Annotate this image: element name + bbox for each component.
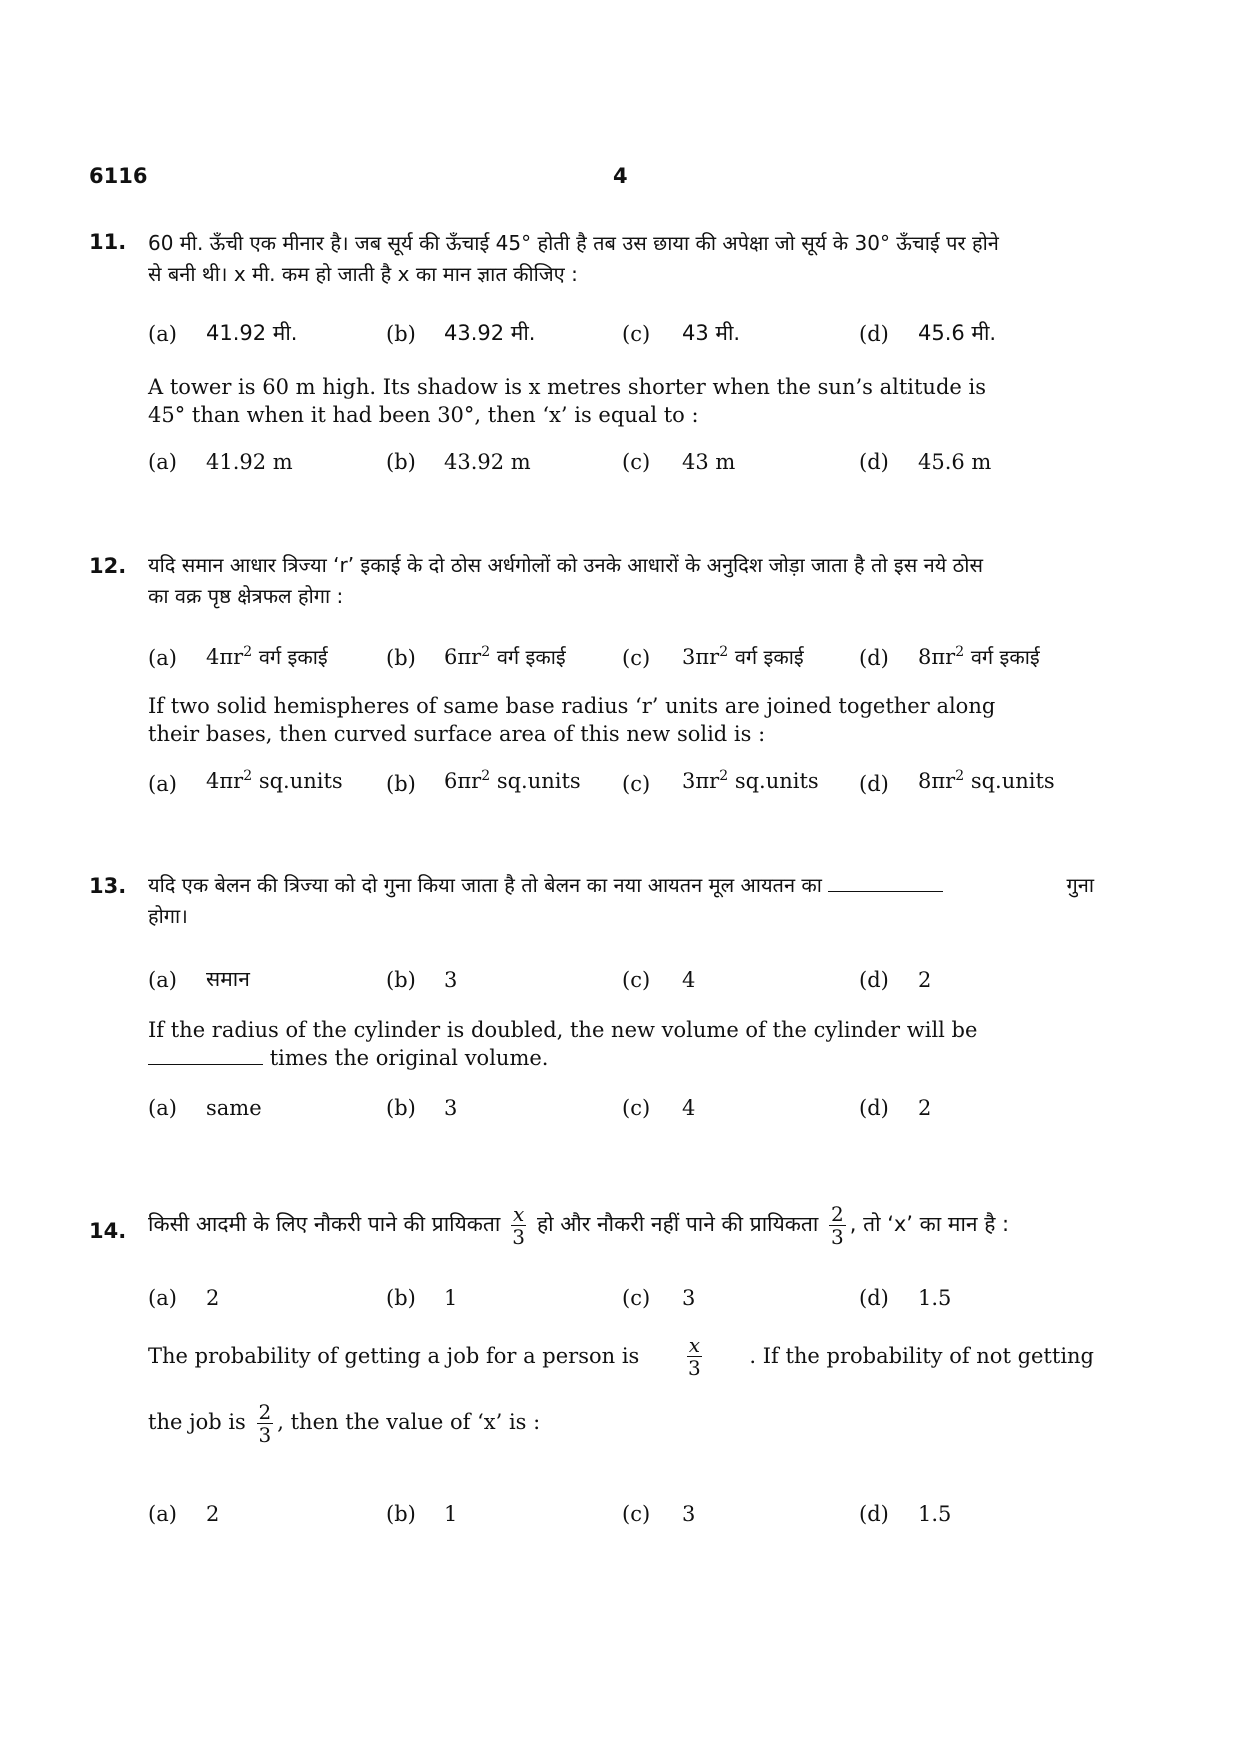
option-value: 43.92 m: [444, 450, 531, 474]
option-value: $8\pi r^2$ वर्ग इकाई: [918, 644, 1040, 669]
question-text-hindi: किसी आदमी के लिए नौकरी पाने की प्रायिकता $\frac{x}{3}$ हो और नौकरी नहीं पाने की प्रायिकता $\frac{2}{3}$ , तो ‘x’ का मान है :: [148, 1201, 1010, 1249]
option-value: $4\pi r^2$ वर्ग इकाई: [206, 644, 328, 669]
question-text-english: [148, 373, 1094, 429]
option-label: (d): [859, 646, 889, 670]
option-label: (a): [148, 1096, 177, 1120]
option-value: 2: [206, 1502, 220, 1526]
option-value: 41.92 m: [206, 450, 293, 474]
question-text-hindi: [148, 870, 1094, 932]
fraction-x-over-3: $\frac{x}{3}$: [512, 1201, 526, 1249]
option-value: $6\pi r^2$ sq.units: [444, 768, 581, 793]
option-label: (d): [859, 968, 889, 992]
option-value: 2: [918, 968, 932, 992]
option-value: 3: [682, 1502, 696, 1526]
option-label: (b): [386, 322, 416, 346]
option-label: (b): [386, 968, 416, 992]
option-label: (b): [386, 772, 416, 796]
text-line: होगा।: [148, 904, 188, 928]
option-value: 3: [444, 1096, 458, 1120]
text-line: A tower is 60 m high. Its shadow is x metres shorter when the sun’s altitude is: [148, 375, 986, 399]
option-value: 1: [444, 1502, 458, 1526]
text-line: से बनी थी। x मी. कम हो जाती है x का मान ज्ञात कीजिए :: [148, 262, 578, 286]
option-label: (a): [148, 1286, 177, 1310]
text-line: यदि समान आधार त्रिज्या ‘r’ इकाई के दो ठोस अर्धगोलों को उनके आधारों के अनुदिश जोड़ा जाता है तो इस नये ठोस: [148, 553, 984, 577]
question-number: 14.: [89, 1219, 127, 1243]
paper-code: 6116: [89, 164, 148, 188]
option-value: $6\pi r^2$ वर्ग इकाई: [444, 644, 566, 669]
option-label: (c): [622, 646, 651, 670]
option-value: $3\pi r^2$ वर्ग इकाई: [682, 644, 804, 669]
option-label: (a): [148, 772, 177, 796]
question-text-hindi: [148, 550, 1094, 612]
question-number: 12.: [89, 554, 127, 578]
text-line: 45° than when it had been 30°, then ‘x’ is equal to :: [148, 403, 699, 427]
option-label: (b): [386, 450, 416, 474]
option-value: 4: [682, 968, 696, 992]
option-label: (a): [148, 1502, 177, 1526]
option-label: (d): [859, 1286, 889, 1310]
option-value: same: [206, 1096, 262, 1120]
option-value: 41.92 मी.: [206, 321, 298, 345]
question-text-hindi: [148, 228, 1094, 290]
option-value: 45.6 मी.: [918, 321, 997, 345]
text-line: their bases, then curved surface area of this new solid is :: [148, 722, 766, 746]
option-value: 43.92 मी.: [444, 321, 536, 345]
fraction-x-over-3: $\frac{x}{3}$: [687, 1332, 701, 1380]
option-label: (a): [148, 646, 177, 670]
option-value: $8\pi r^2$ sq.units: [918, 768, 1055, 793]
answer-blank: [828, 873, 943, 892]
option-label: (c): [622, 322, 651, 346]
option-label: (b): [386, 1502, 416, 1526]
question-number: 13.: [89, 874, 127, 898]
question-text-english: [148, 1016, 1094, 1072]
question-text-english: [148, 692, 1094, 748]
option-label: (d): [859, 1096, 889, 1120]
option-label: (a): [148, 450, 177, 474]
fraction-2-over-3: $\frac{2}{3}$: [258, 1400, 272, 1447]
option-label: (c): [622, 450, 651, 474]
question-number: 11.: [89, 230, 127, 254]
text-line: The probability of getting a job for a person is $\frac{x}{3}$ . If the probability of not getting: [148, 1332, 1094, 1380]
question-text-english: [148, 1328, 1094, 1450]
text-line: If the radius of the cylinder is doubled, the new volume of the cylinder will be: [148, 1018, 978, 1042]
option-label: (c): [622, 1286, 651, 1310]
option-value: $4\pi r^2$ sq.units: [206, 768, 343, 793]
option-label: (c): [622, 968, 651, 992]
option-value: 2: [206, 1286, 220, 1310]
option-value: 45.6 m: [918, 450, 992, 474]
option-label: (c): [622, 1502, 651, 1526]
option-value: 1.5: [918, 1502, 952, 1526]
option-value: 43 मी.: [682, 321, 741, 345]
option-label: (b): [386, 1286, 416, 1310]
option-label: (c): [622, 1096, 651, 1120]
text-line: If two solid hemispheres of same base radius ‘r’ units are joined together along: [148, 694, 996, 718]
text-line: 60 मी. ऊँची एक मीनार है। जब सूर्य की ऊँचाई 45° होती है तब उस छाया की अपेक्षा जो सूर्य के 30° ऊँचाई पर होने: [148, 231, 999, 255]
option-value: 4: [682, 1096, 696, 1120]
text-line: the job is $\frac{2}{3}$ , then the value of ‘x’ is :: [148, 1400, 541, 1447]
page-number: 4: [613, 164, 628, 188]
option-value: 3: [682, 1286, 696, 1310]
option-label: (a): [148, 968, 177, 992]
option-label: (d): [859, 1502, 889, 1526]
option-value: $3\pi r^2$ sq.units: [682, 768, 819, 793]
text-line: का वक्र पृष्ठ क्षेत्रफल होगा :: [148, 584, 344, 608]
fraction-2-over-3: $\frac{2}{3}$: [831, 1201, 844, 1249]
option-label: (b): [386, 1096, 416, 1120]
option-label: (b): [386, 646, 416, 670]
option-value: समान: [206, 967, 250, 991]
answer-blank: [148, 1046, 263, 1065]
option-value: 3: [444, 968, 458, 992]
option-label: (a): [148, 322, 177, 346]
option-value: 43 m: [682, 450, 736, 474]
text-line: यदि एक बेलन की त्रिज्या को दो गुना किया जाता है तो बेलन का नया आयतन मूल आयतन का गुना: [148, 873, 1094, 897]
option-label: (c): [622, 772, 651, 796]
option-label: (d): [859, 322, 889, 346]
option-value: 1: [444, 1286, 458, 1310]
text-line: times the original volume.: [148, 1044, 1094, 1072]
option-label: (d): [859, 450, 889, 474]
option-label: (d): [859, 772, 889, 796]
option-value: 1.5: [918, 1286, 952, 1310]
option-value: 2: [918, 1096, 932, 1120]
